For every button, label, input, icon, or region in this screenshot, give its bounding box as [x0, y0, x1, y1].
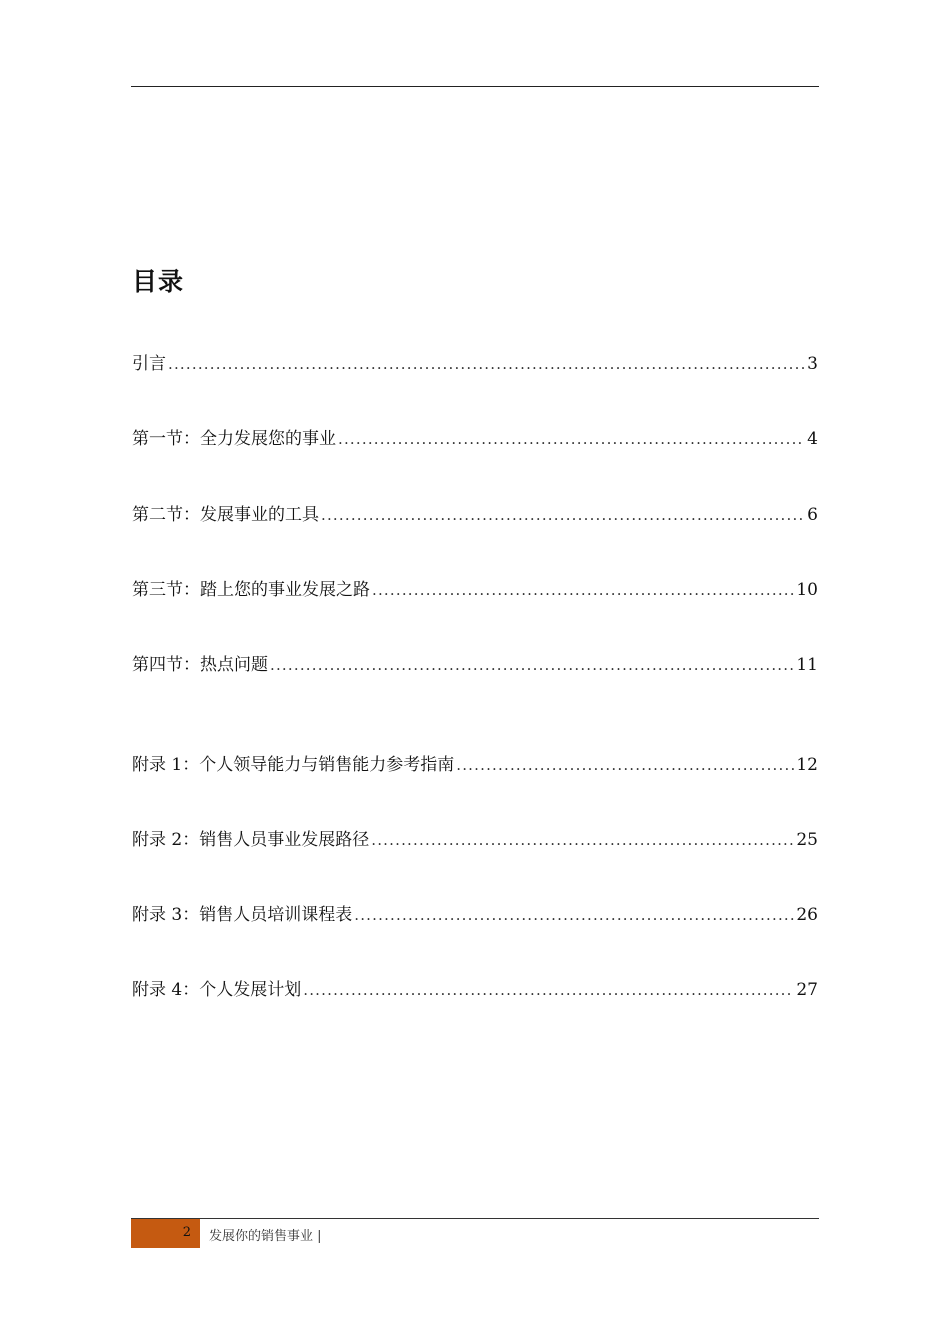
toc-entry-appendix-2[interactable]	[132, 828, 818, 852]
toc-entry-section-3[interactable]	[132, 578, 818, 602]
toc-entry-page: 26	[796, 905, 818, 925]
toc-entry-page: 10	[796, 580, 818, 600]
toc-entry-page: 25	[796, 830, 818, 850]
toc-entry-section-1[interactable]	[132, 427, 818, 451]
toc-dot-leader	[321, 503, 805, 527]
toc-entry-appendix-4[interactable]	[132, 978, 818, 1002]
toc-dot-leader	[456, 753, 794, 777]
toc-dot-leader	[338, 427, 805, 451]
toc-entry-label: 附录 3：销售人员培训课程表	[132, 905, 353, 925]
toc-entry-appendix-1[interactable]	[132, 753, 818, 777]
toc-dot-leader	[168, 352, 805, 376]
toc-entry-label: 附录 1：个人领导能力与销售能力参考指南	[132, 755, 455, 775]
footer-document-title: 发展你的销售事业 |	[209, 1229, 322, 1244]
toc-entry-page: 4	[807, 429, 818, 449]
footer-page-number: 2	[182, 1225, 191, 1240]
toc-entry-section-4[interactable]	[132, 653, 818, 677]
toc-entry-page: 3	[807, 354, 818, 374]
toc-entry-intro[interactable]	[132, 352, 818, 376]
toc-entry-appendix-3[interactable]	[132, 903, 818, 927]
toc-entry-label: 第二节：发展事业的工具	[132, 505, 319, 525]
toc-dot-leader	[372, 578, 794, 602]
toc-dot-leader	[371, 828, 794, 852]
toc-entry-page: 11	[796, 655, 818, 675]
toc-heading: 目录	[132, 267, 185, 296]
toc-entry-section-2[interactable]	[132, 503, 818, 527]
footer-page-badge	[131, 1219, 200, 1248]
toc-entry-label: 第一节：全力发展您的事业	[132, 429, 336, 449]
toc-entry-label: 引言	[132, 354, 166, 374]
toc-entry-label: 附录 4：个人发展计划	[132, 980, 302, 1000]
toc-entry-page: 12	[796, 755, 818, 775]
header-rule	[131, 86, 819, 87]
toc-entry-page: 27	[796, 980, 818, 1000]
toc-entry-label: 第四节：热点问题	[132, 655, 268, 675]
footer-rule	[131, 1218, 819, 1219]
toc-entry-page: 6	[807, 505, 818, 525]
toc-dot-leader	[270, 653, 794, 677]
toc-dot-leader	[303, 978, 794, 1002]
toc-entry-label: 第三节：踏上您的事业发展之路	[132, 580, 370, 600]
toc-dot-leader	[354, 903, 794, 927]
toc-entry-label: 附录 2：销售人员事业发展路径	[132, 830, 370, 850]
